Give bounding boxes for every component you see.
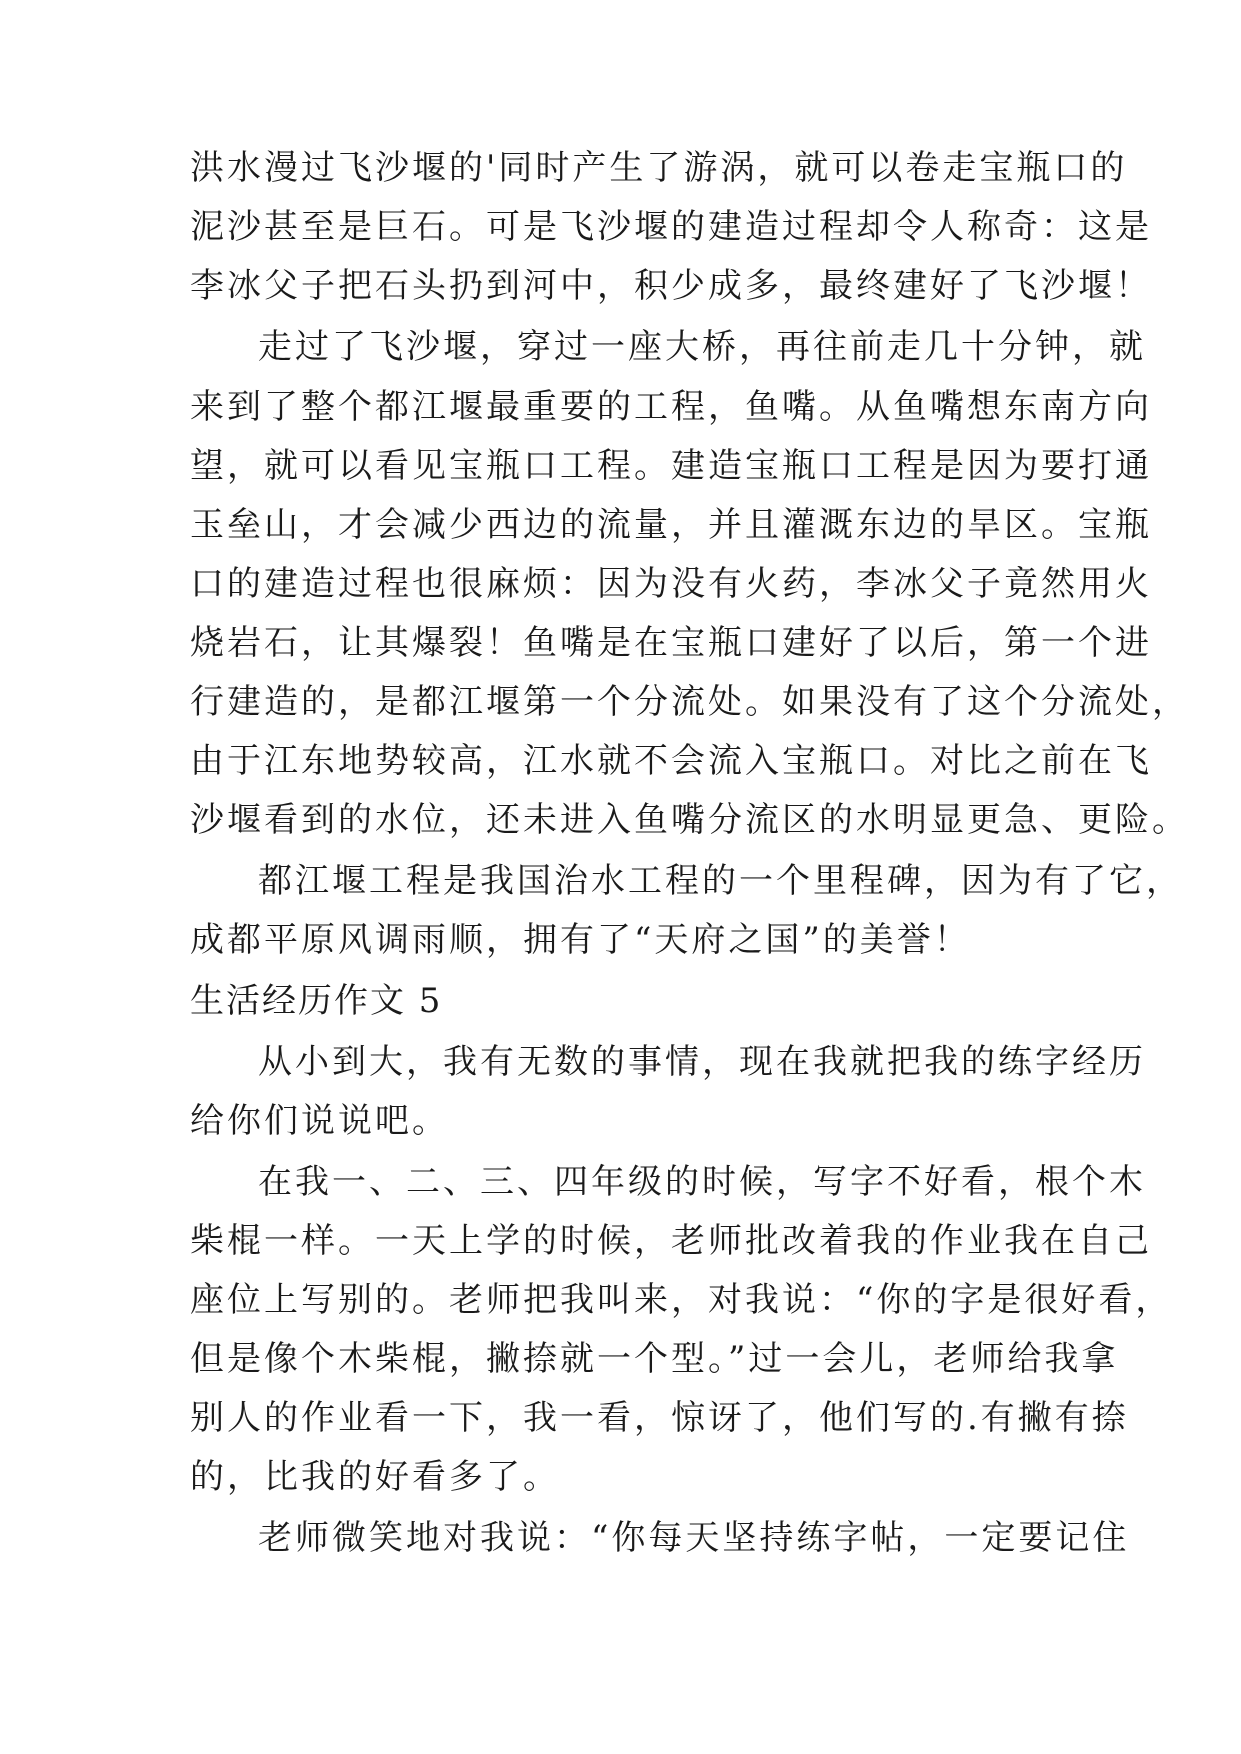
text-line: 泥沙甚至是巨石。可是飞沙堰的建造过程却令人称奇：这是	[190, 207, 1152, 247]
text-line: 沙堰看到的水位，还未进入鱼嘴分流区的水明显更急、更险。	[190, 800, 1189, 840]
text-line: 座位上写别的。老师把我叫来，对我说：“你的字是很好看，	[190, 1280, 1173, 1320]
text-line: 由于江东地势较高，江水就不会流入宝瓶口。对比之前在飞	[190, 741, 1152, 781]
text-line: 但是像个木柴棍，撇捺就一个型。”过一会儿，老师给我拿	[190, 1339, 1119, 1379]
text-line: 的，比我的好看多了。	[190, 1457, 560, 1497]
text-line: 别人的作业看一下，我一看，惊讶了，他们写的.有撇有捺	[190, 1398, 1129, 1438]
paragraph-first-line: 在我一、二、三、四年级的时候，写字不好看，根个木	[258, 1162, 1146, 1202]
text-line: 成都平原风调雨顺，拥有了“天府之国”的美誉！	[190, 920, 971, 960]
text-line: 李冰父子把石头扔到河中，积少成多，最终建好了飞沙堰！	[190, 266, 1152, 306]
paragraph-first-line: 走过了飞沙堰，穿过一座大桥，再往前走几十分钟，就	[258, 327, 1146, 367]
paragraph-first-line: 从小到大，我有无数的事情，现在我就把我的练字经历	[258, 1042, 1146, 1082]
text-line: 来到了整个都江堰最重要的工程，鱼嘴。从鱼嘴想东南方向	[190, 387, 1152, 427]
section-heading: 生活经历作文 5	[190, 981, 443, 1021]
text-line: 柴棍一样。一天上学的时候，老师批改着我的作业我在自己	[190, 1221, 1152, 1261]
text-line: 玉垒山，才会减少西边的流量，并且灌溉东边的旱区。宝瓶	[190, 505, 1152, 545]
text-line: 给你们说说吧。	[190, 1101, 449, 1141]
text-line: 烧岩石，让其爆裂！鱼嘴是在宝瓶口建好了以后，第一个进	[190, 623, 1152, 663]
text-line: 行建造的，是都江堰第一个分流处。如果没有了这个分流处，	[190, 682, 1189, 722]
text-line: 洪水漫过飞沙堰的'同时产生了游涡，就可以卷走宝瓶口的	[190, 148, 1128, 188]
text-line: 望，就可以看见宝瓶口工程。建造宝瓶口工程是因为要打通	[190, 446, 1152, 486]
paragraph-first-line: 都江堰工程是我国治水工程的一个里程碑，因为有了它，	[258, 861, 1183, 901]
paragraph-first-line: 老师微笑地对我说：“你每天坚持练字帖，一定要记住	[258, 1518, 1130, 1558]
text-line: 口的建造过程也很麻烦：因为没有火药，李冰父子竟然用火	[190, 564, 1152, 604]
